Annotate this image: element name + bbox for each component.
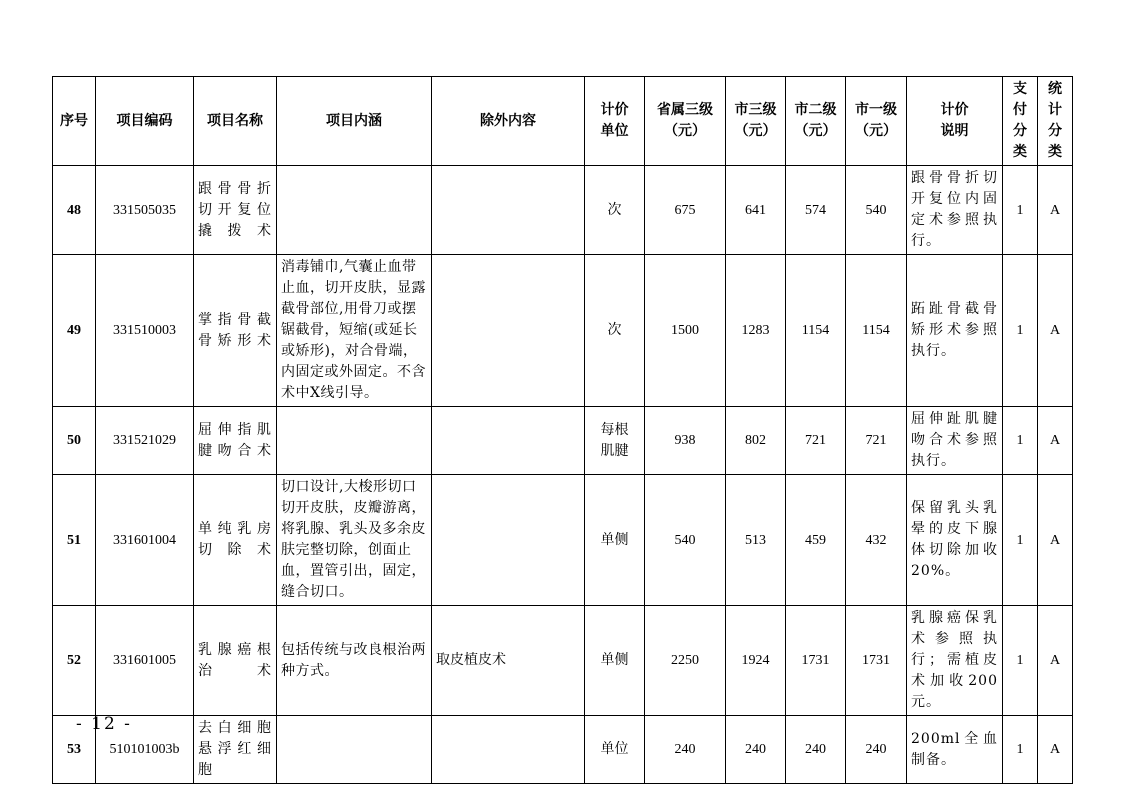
cell-seq: 51 xyxy=(53,475,96,606)
cell-prov-level3: 675 xyxy=(645,166,726,255)
table-row xyxy=(53,716,1073,784)
cell-seq: 53 xyxy=(53,716,96,784)
cell-city-level2: 1154 xyxy=(786,255,846,407)
cell-prov-level3: 938 xyxy=(645,407,726,475)
cell-city-level1: 432 xyxy=(846,475,907,606)
cell-name: 屈伸指肌腱吻合术 xyxy=(194,407,277,475)
cell-prov-level3: 240 xyxy=(645,716,726,784)
cell-exclusion xyxy=(432,166,585,255)
cell-unit: 次 xyxy=(585,255,645,407)
cell-seq: 48 xyxy=(53,166,96,255)
cell-name: 去白细胞悬浮红细胞 xyxy=(194,716,277,784)
price-table xyxy=(52,76,1073,784)
cell-stat-class: A xyxy=(1038,606,1073,716)
header-name: 项目名称 xyxy=(194,77,277,166)
cell-content xyxy=(277,407,432,475)
cell-pay-class: 1 xyxy=(1003,407,1038,475)
cell-prov-level3: 1500 xyxy=(645,255,726,407)
table-body xyxy=(53,166,1073,784)
table-row xyxy=(53,475,1073,606)
cell-city-level3: 240 xyxy=(726,716,786,784)
cell-note: 保留乳头乳晕的皮下腺体切除加收20%。 xyxy=(907,475,1003,606)
cell-code: 510101003b xyxy=(96,716,194,784)
cell-city-level1: 540 xyxy=(846,166,907,255)
cell-code: 331505035 xyxy=(96,166,194,255)
header-seq: 序号 xyxy=(53,77,96,166)
cell-exclusion xyxy=(432,716,585,784)
cell-pay-class: 1 xyxy=(1003,255,1038,407)
cell-city-level2: 1731 xyxy=(786,606,846,716)
cell-city-level3: 641 xyxy=(726,166,786,255)
cell-unit: 次 xyxy=(585,166,645,255)
cell-seq: 52 xyxy=(53,606,96,716)
cell-stat-class: A xyxy=(1038,407,1073,475)
cell-name: 跟骨骨折切开复位撬拨术 xyxy=(194,166,277,255)
cell-note: 200ml全血制备。 xyxy=(907,716,1003,784)
cell-city-level3: 802 xyxy=(726,407,786,475)
cell-seq: 49 xyxy=(53,255,96,407)
cell-stat-class: A xyxy=(1038,475,1073,606)
cell-city-level3: 513 xyxy=(726,475,786,606)
cell-content: 切口设计,大梭形切口切开皮肤，皮瓣游离，将乳腺、乳头及多余皮肤完整切除，创面止血，置管引出，固定，缝合切口。 xyxy=(277,475,432,606)
table-row xyxy=(53,606,1073,716)
table-row xyxy=(53,166,1073,255)
cell-exclusion xyxy=(432,407,585,475)
cell-exclusion xyxy=(432,255,585,407)
cell-pay-class: 1 xyxy=(1003,166,1038,255)
cell-city-level1: 1731 xyxy=(846,606,907,716)
page-number: - 12 - xyxy=(76,714,132,734)
cell-name: 乳腺癌根治术 xyxy=(194,606,277,716)
cell-city-level1: 1154 xyxy=(846,255,907,407)
cell-city-level2: 459 xyxy=(786,475,846,606)
cell-prov-level3: 2250 xyxy=(645,606,726,716)
cell-city-level2: 721 xyxy=(786,407,846,475)
cell-note: 乳腺癌保乳术参照执行；需植皮术加收200元。 xyxy=(907,606,1003,716)
cell-seq: 50 xyxy=(53,407,96,475)
cell-stat-class: A xyxy=(1038,716,1073,784)
header-note: 计价 说明 xyxy=(907,77,1003,166)
cell-city-level1: 240 xyxy=(846,716,907,784)
cell-exclusion xyxy=(432,475,585,606)
cell-exclusion: 取皮植皮术 xyxy=(432,606,585,716)
cell-code: 331601005 xyxy=(96,606,194,716)
table-row xyxy=(53,407,1073,475)
cell-note: 跖趾骨截骨矫形术参照执行。 xyxy=(907,255,1003,407)
cell-unit: 单侧 xyxy=(585,606,645,716)
cell-name: 单纯乳房切除术 xyxy=(194,475,277,606)
cell-code: 331521029 xyxy=(96,407,194,475)
header-city-level3: 市三级 （元） xyxy=(726,77,786,166)
cell-stat-class: A xyxy=(1038,255,1073,407)
cell-content xyxy=(277,716,432,784)
cell-name: 掌指骨截骨矫形术 xyxy=(194,255,277,407)
cell-stat-class: A xyxy=(1038,166,1073,255)
cell-note: 跟骨骨折切开复位内固定术参照执行。 xyxy=(907,166,1003,255)
table-row xyxy=(53,255,1073,407)
cell-note: 屈伸趾肌腱吻合术参照执行。 xyxy=(907,407,1003,475)
cell-city-level2: 240 xyxy=(786,716,846,784)
header-content: 项目内涵 xyxy=(277,77,432,166)
cell-content xyxy=(277,166,432,255)
header-unit: 计价 单位 xyxy=(585,77,645,166)
header-city-level2: 市二级 （元） xyxy=(786,77,846,166)
cell-unit: 每根 肌腱 xyxy=(585,407,645,475)
cell-code: 331510003 xyxy=(96,255,194,407)
header-city-level1: 市一级 （元） xyxy=(846,77,907,166)
header-stat-class: 统计 分类 xyxy=(1038,77,1073,166)
cell-city-level2: 574 xyxy=(786,166,846,255)
cell-code: 331601004 xyxy=(96,475,194,606)
cell-content: 包括传统与改良根治两种方式。 xyxy=(277,606,432,716)
cell-unit: 单位 xyxy=(585,716,645,784)
cell-pay-class: 1 xyxy=(1003,475,1038,606)
cell-pay-class: 1 xyxy=(1003,606,1038,716)
cell-prov-level3: 540 xyxy=(645,475,726,606)
cell-city-level3: 1283 xyxy=(726,255,786,407)
header-exclusion: 除外内容 xyxy=(432,77,585,166)
cell-pay-class: 1 xyxy=(1003,716,1038,784)
cell-city-level1: 721 xyxy=(846,407,907,475)
table-header xyxy=(53,77,1073,166)
header-code: 项目编码 xyxy=(96,77,194,166)
cell-unit: 单侧 xyxy=(585,475,645,606)
cell-city-level3: 1924 xyxy=(726,606,786,716)
header-prov-level3: 省属三级 （元） xyxy=(645,77,726,166)
cell-content: 消毒铺巾,气囊止血带止血，切开皮肤，显露截骨部位,用骨刀或摆锯截骨，短缩(或延长或矫形)，对合骨端，内固定或外固定。不含术中X线引导。 xyxy=(277,255,432,407)
header-pay-class: 支付 分类 xyxy=(1003,77,1038,166)
